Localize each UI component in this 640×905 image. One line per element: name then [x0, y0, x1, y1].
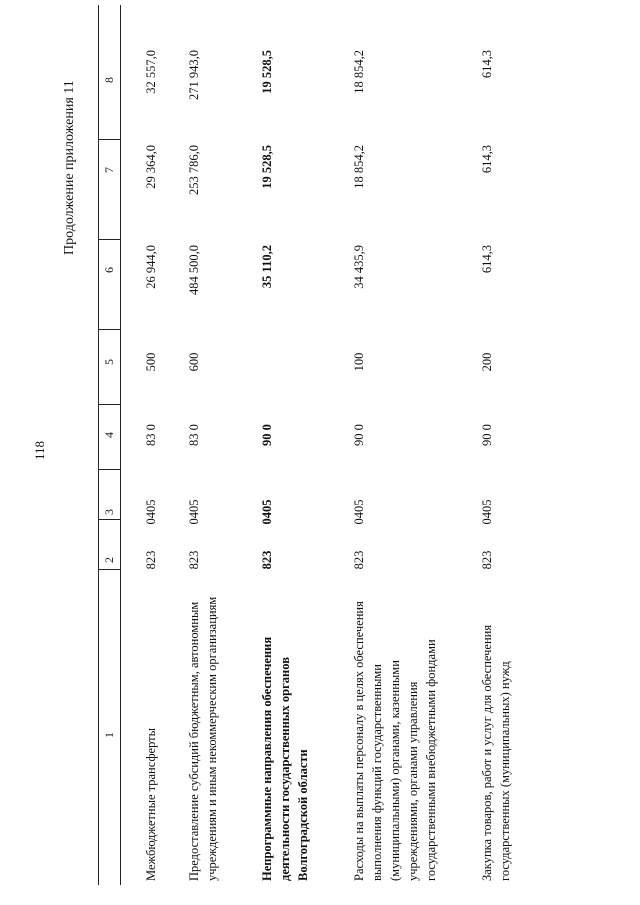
row-c6: 34 435,9 [352, 245, 366, 289]
header-col-6: 6 [102, 267, 116, 273]
table-top-border [98, 5, 99, 885]
row-name: Расходы на выплаты персоналу в целях обеспечения выполнения функций государственными (муниципальными) органами, казенными учреждениями, органами управления государственными внебюджетными фондами [352, 601, 438, 881]
header-bottom-border [120, 5, 121, 885]
row-c5: 100 [352, 352, 366, 372]
row-c6: 35 110,2 [260, 245, 274, 289]
row-c7: 253 786,0 [187, 145, 201, 195]
header-col-5: 5 [102, 359, 116, 365]
row-c8: 18 854,2 [352, 50, 366, 94]
row-c8: 32 557,0 [144, 50, 158, 94]
col-divider [98, 139, 120, 140]
row-name: Закупка товаров, работ и услуг для обеспечения государственных (муниципальных) нужд [480, 624, 512, 881]
row-c8: 614,3 [480, 50, 494, 79]
row-c3: 0405 [144, 499, 158, 525]
row-c4: 83 0 [144, 424, 158, 446]
row-c7: 19 528,5 [260, 145, 274, 189]
row-c2: 823 [260, 550, 274, 570]
row-c2: 823 [352, 550, 366, 570]
header-col-7: 7 [102, 167, 116, 173]
header-col-3: 3 [102, 509, 116, 515]
header-col-1: 1 [102, 732, 116, 738]
row-name: Предоставление субсидий бюджетным, автономным учреждениям и иным некоммерческим организациям [187, 596, 219, 881]
col-divider [98, 469, 120, 470]
row-c8: 271 943,0 [187, 50, 201, 100]
row-c6: 614,3 [480, 245, 494, 274]
row-c7: 18 854,2 [352, 145, 366, 189]
header-col-2: 2 [102, 557, 116, 563]
continuation-label: Продолжение приложения 11 [62, 80, 77, 255]
header-col-4: 4 [102, 432, 116, 438]
row-name: Межбюджетные трансферты [144, 727, 158, 881]
row-c4: 90 0 [352, 424, 366, 446]
row-c6: 484 500,0 [187, 245, 201, 295]
row-c2: 823 [144, 550, 158, 570]
row-c7: 29 364,0 [144, 145, 158, 189]
row-c3: 0405 [352, 499, 366, 525]
col-divider [98, 239, 120, 240]
row-c4: 83 0 [187, 424, 201, 446]
row-c7: 614,3 [480, 145, 494, 174]
row-c2: 823 [480, 550, 494, 570]
row-c3: 0405 [480, 499, 494, 525]
row-name: Непрограммные направления обеспечения деятельности государственных органов Волгоградской области [260, 636, 310, 881]
header-col-8: 8 [102, 77, 116, 83]
row-c6: 26 944,0 [144, 245, 158, 289]
row-c5: 200 [480, 352, 494, 372]
row-c4: 90 0 [260, 424, 274, 446]
row-c2: 823 [187, 550, 201, 570]
row-c5: 500 [144, 352, 158, 372]
col-divider [98, 404, 120, 405]
row-c3: 0405 [187, 499, 201, 525]
row-c8: 19 528,5 [260, 50, 274, 94]
row-c3: 0405 [260, 499, 274, 525]
row-c5: 600 [187, 352, 201, 372]
page-number: 118 [32, 440, 47, 460]
row-c4: 90 0 [480, 424, 494, 446]
col-divider [98, 329, 120, 330]
